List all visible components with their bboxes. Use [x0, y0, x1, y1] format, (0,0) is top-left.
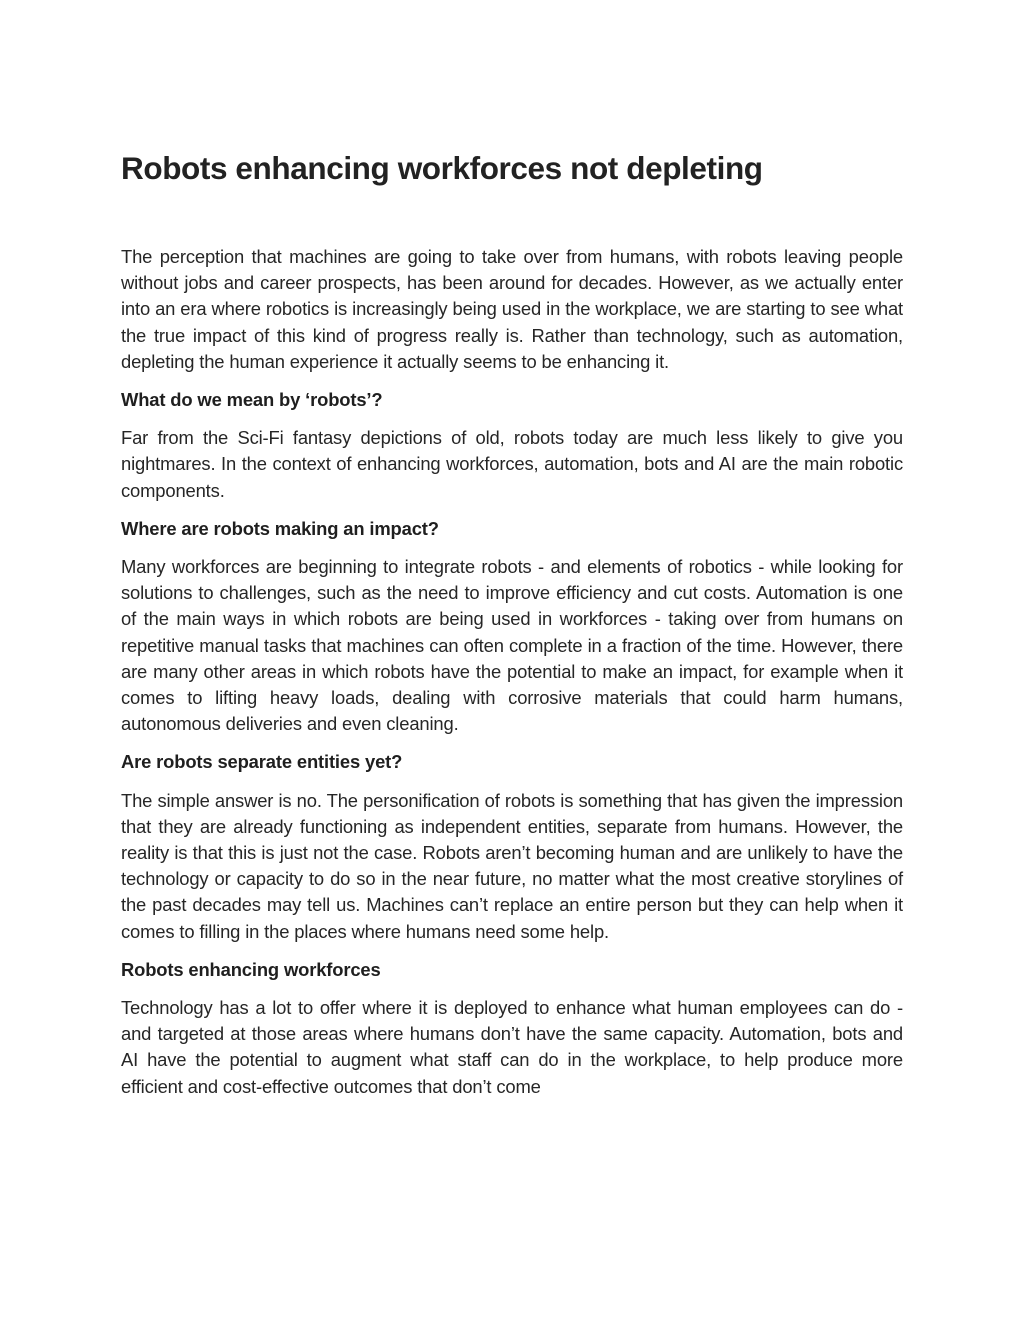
section-paragraph: Many workforces are beginning to integrate robots - and elements of robotics - while looking for solutions to challenges, such as the need to improve efficiency and cut costs. Automation is one of the main ways in which robots are being used in workforces - taking over from humans on repetitive manual tasks that machines can often complete in a fraction of the time. However, there are many other areas in which robots have the potential to make an impact, for example when it comes to lifting heavy loads, dealing with corrosive materials that could harm humans, autonomous deliveries and even cleaning. [121, 556, 903, 735]
section-heading: Are robots separate entities yet? [121, 751, 403, 773]
section-paragraph: Technology has a lot to offer where it is deployed to enhance what human employees can do - and targeted at those areas where humans don’t have the same capacity. Automation, bots and AI have the potential to augment what staff can do in the workplace, to help produce more efficient and cost-effective outcomes that don’t come [121, 997, 903, 1097]
section-heading: What do we mean by ‘robots’? [121, 389, 383, 411]
document-page [121, 148, 903, 1100]
section-heading: Where are robots making an impact? [121, 517, 439, 539]
document-title: Robots enhancing workforces not depleting [121, 150, 763, 186]
section-what-robots [121, 387, 903, 504]
section-impact [121, 516, 903, 738]
intro-paragraph: The perception that machines are going to take over from humans, with robots leaving people without jobs and career prospects, has been around for decades. However, as we actually enter into an era where robotics is increasingly being used in the workplace, we are starting to see what the true impact of this kind of progress really is. Rather than technology, such as automation, depleting the human experience it actually seems to be enhancing it. [121, 246, 903, 372]
section-heading: Robots enhancing workforces [121, 958, 381, 980]
section-separate-entities [121, 749, 903, 944]
section-enhancing-workforces [121, 957, 903, 1100]
section-paragraph: Far from the Sci-Fi fantasy depictions of old, robots today are much less likely to give you nightmares. In the context of enhancing workforces, automation, bots and AI are the main robotic components. [121, 427, 903, 501]
section-paragraph: The simple answer is no. The personification of robots is something that has given the impression that they are already functioning as independent entities, separate from humans. However, the reality is that this is just not the case. Robots aren’t becoming human and are unlikely to have the technology or capacity to do so in the near future, no matter what the most creative storylines of the past decades may tell us. Machines can’t replace an entire person but they can help when it comes to filling in the places where humans need some help. [121, 789, 903, 942]
